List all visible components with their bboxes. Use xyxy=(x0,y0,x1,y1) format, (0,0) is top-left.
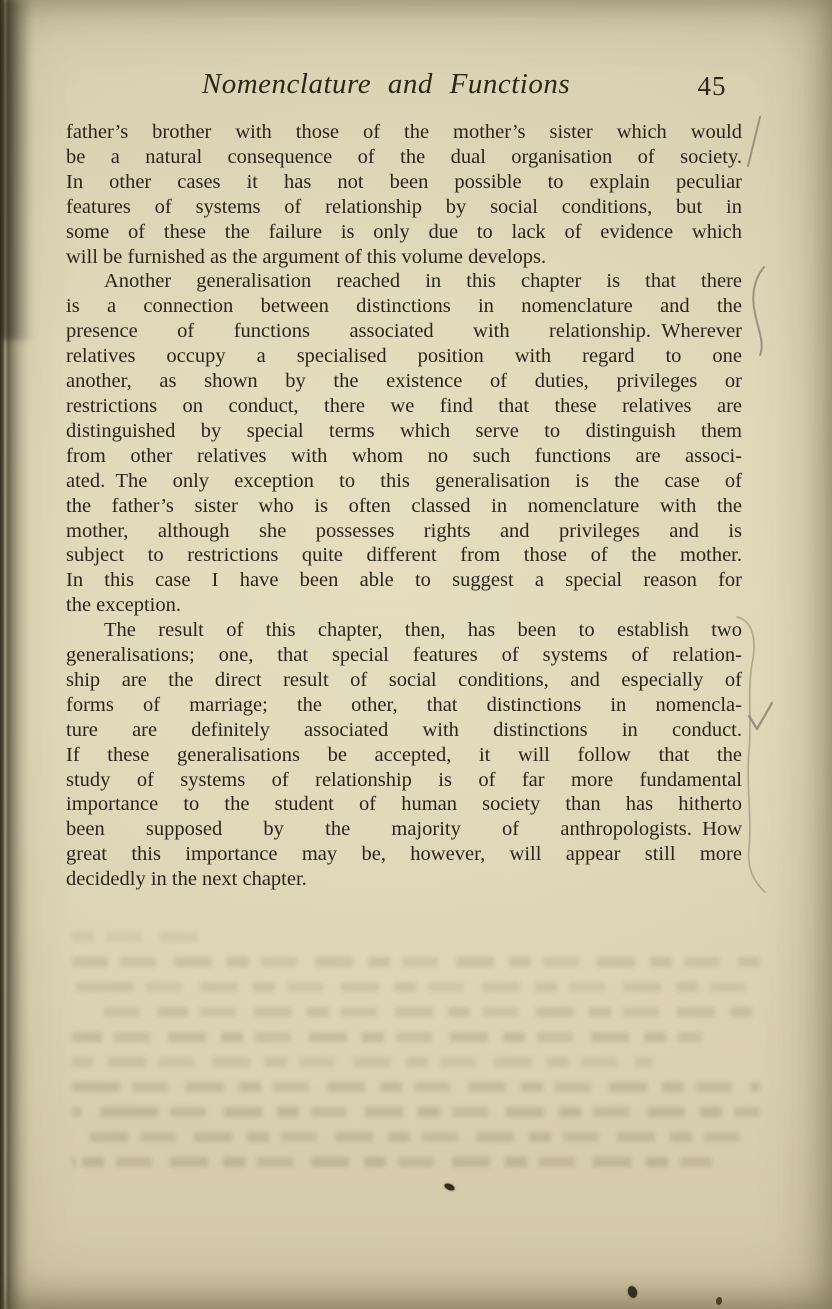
text-line: ship are the direct result of social conditions, and especially of xyxy=(66,668,742,691)
text-block xyxy=(66,120,742,892)
text-line: will be furnished as the argument of this volume develops. xyxy=(66,245,547,268)
text-line: is a connection between distinctions in nomenclature and the xyxy=(66,295,742,318)
ink-speck xyxy=(626,1285,638,1299)
ghost-text-line xyxy=(72,1132,740,1142)
text-line: subject to restrictions quite different from those of the mother. xyxy=(66,544,742,567)
text-line: the father’s sister who is often classed in nomenclature with the xyxy=(66,494,742,517)
ghost-text-line xyxy=(72,957,760,967)
text-line: Another generalisation reached in this chapter is that there xyxy=(104,270,742,293)
text-line: ated. The only exception to this generalisation is the case of xyxy=(66,469,742,492)
text-line: great this importance may be, however, will appear still more xyxy=(66,843,742,866)
text-line: restrictions on conduct, there we find that these relatives are xyxy=(66,394,742,417)
text-line: ture are definitely associated with distinctions in conduct. xyxy=(66,718,742,741)
text-line: In other cases it has not been possible to explain peculiar xyxy=(66,170,742,193)
text-line: decidedly in the next chapter. xyxy=(66,868,307,891)
ghost-text-line xyxy=(72,1107,760,1117)
text-line: mother, although she possesses rights and privileges and is xyxy=(66,519,742,542)
text-line: distinguished by special terms which serve to distinguish them xyxy=(66,419,742,442)
pencil-brace-mark xyxy=(753,267,764,355)
ink-speck xyxy=(443,1182,455,1192)
text-line: from other relatives with whom no such functions are associ- xyxy=(66,444,742,467)
text-line: generalisations; one, that special features of systems of relation- xyxy=(66,644,742,667)
ghost-text-line xyxy=(72,932,202,942)
text-line: presence of functions associated with relationship. Wherever xyxy=(66,320,742,343)
ghost-text-line xyxy=(96,1007,756,1017)
text-line: another, as shown by the existence of duties, privileges or xyxy=(66,370,742,393)
text-line: importance to the student of human society than has hitherto xyxy=(66,793,742,816)
text-line: be a natural consequence of the dual organisation of society. xyxy=(66,145,742,168)
text-line: study of systems of relationship is of far more fundamental xyxy=(66,768,742,791)
ghost-text-line xyxy=(72,982,760,992)
binding-gutter-shadow-top xyxy=(0,0,38,340)
ghost-text-line xyxy=(72,1032,702,1042)
text-line: features of systems of relationship by social conditions, but in xyxy=(66,195,742,218)
pencil-slash-mark xyxy=(748,117,760,166)
show-through-text xyxy=(72,932,772,1182)
text-line: relatives occupy a specialised position with regard to one xyxy=(66,345,742,368)
ghost-text-line xyxy=(72,1057,652,1067)
text-line: some of these the failure is only due to lack of evidence which xyxy=(66,220,742,243)
text-line: The result of this chapter, then, has been to establish two xyxy=(104,619,742,642)
text-line: forms of marriage; the other, that distinctions in nomencla- xyxy=(66,693,742,716)
text-line: father’s brother with those of the mother’s sister which would xyxy=(66,121,742,143)
ghost-text-line xyxy=(72,1157,712,1167)
ghost-text-line xyxy=(72,1082,760,1092)
ink-speck xyxy=(715,1297,722,1306)
text-line: the exception. xyxy=(66,594,181,617)
text-line: been supposed by the majority of anthropologists. How xyxy=(66,818,742,841)
running-header-title: Nomenclature and Functions xyxy=(201,68,571,100)
pencil-checkmark xyxy=(749,703,772,729)
text-line: In this case I have been able to suggest a special reason for xyxy=(66,569,742,592)
page-number: 45 xyxy=(697,71,727,101)
text-line: If these generalisations be accepted, it will follow that the xyxy=(66,743,742,766)
